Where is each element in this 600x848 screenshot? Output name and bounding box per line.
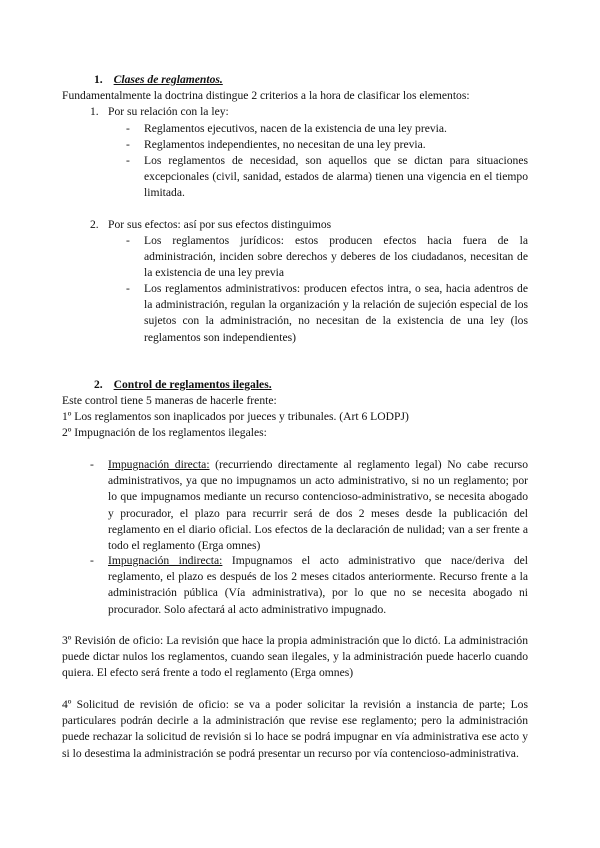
bullet-dash: - (126, 154, 130, 167)
bullet-dash: - (90, 554, 94, 567)
section-1-number: 1. (94, 73, 103, 86)
impugnacion-indirecta (108, 553, 528, 618)
bullet-dash: - (126, 234, 130, 247)
impugnacion-term: Impugnación directa: (108, 458, 210, 471)
bullet-dash: - (126, 138, 130, 151)
list-item: Los reglamentos jurídicos: estos producen efectos hacia fuera de la administración, inciden sobre derechos y deberes de los ciudadanos, necesitan de la existencia de una ley previa (144, 234, 528, 280)
criterion-2-label: Por sus efectos: así por sus efectos distinguimos (108, 218, 332, 231)
section-1-title: Clases de reglamentos. (113, 73, 223, 86)
bullet-dash: - (126, 122, 130, 135)
bullet-dash: - (126, 282, 130, 295)
section-2-intro: Este control tiene 5 maneras de hacerle frente: (62, 394, 277, 407)
bullet-dash: - (90, 458, 94, 471)
impugnacion-directa (108, 457, 528, 554)
point-1: 1º Los reglamentos son inaplicados por jueces y tribunales. (Art 6 LODPJ) (62, 410, 409, 423)
criterion-1-label: Por su relación con la ley: (108, 105, 229, 118)
list-item: Los reglamentos administrativos: producen efectos intra, o sea, hacia adentros de la administración, regulan la organización y la relación de sujeción especial de los sujetos con la administración, no necesitan de la existencia de una ley (los reglamentos son independientes) (144, 282, 528, 344)
section-2-title: Control de reglamentos ilegales. (113, 378, 272, 391)
list-item: Reglamentos independientes, no necesitan de una ley previa. (144, 138, 426, 151)
point-4: 4º Solicitud de revisión de oficio: se va a poder solicitar la revisión a instancia de parte; Los particulares podrán decirle a la administración que revise ese reglamento; pero la administración puede rechazar la solicitud de revisión si lo hace se podrá impugnar en vía administrativa ese acto y si lo desestima la administración se podrá presentar un recurso por vía contencioso-administrativa. (62, 698, 528, 760)
list-item: Reglamentos ejecutivos, nacen de la existencia de una ley previa. (144, 122, 447, 135)
impugnacion-text: Impugnamos el acto administrativo que nace/deriva del reglamento, el plazo es después de los 2 meses citados anteriormente. Recurso frente a la administración pública (Vía administrativa), por lo que no se necesita abogado ni procurador. Solo afectará al acto administrativo impugnado. (108, 554, 528, 616)
section-1-intro: Fundamentalmente la doctrina distingue 2 criterios a la hora de clasificar los elementos: (62, 89, 470, 102)
point-3: 3º Revisión de oficio: La revisión que hace la propia administración que lo dictó. La administración puede dictar nulos los reglamentos, cuando sean ilegales, y la administración puede hacerlo cuando quiera. El efecto será frente a todo el reglamento (Erga omnes) (62, 634, 528, 680)
list-item: Los reglamentos de necesidad, son aquellos que se dictan para situaciones excepcionales (civil, sanidad, estados de alarma) tienen una vigencia en el tiempo limitada. (144, 154, 528, 200)
section-2-heading (94, 377, 272, 393)
section-1-heading (94, 72, 223, 88)
point-2: 2º Impugnación de los reglamentos ilegales: (62, 426, 267, 439)
impugnacion-text: (recurriendo directamente al reglamento legal) No cabe recurso administrativos, ya que no impugnamos un acto administrativo, si no un reglamento; por lo que impugnamos mediante un recurso contencioso-administrativo, se necesita abogado y procurador, el plazo para recurrir será de dos 2 meses desde la publicación del reglamento en el diario oficial. Los efectos de la declaración de nulidad; van a ser frente a todo el reglamento (Erga omnes) (108, 458, 528, 553)
criterion-2-number: 2. (90, 218, 99, 231)
criterion-1-number: 1. (90, 105, 99, 118)
impugnacion-term: Impugnación indirecta: (108, 554, 223, 567)
section-2-number: 2. (94, 378, 103, 391)
